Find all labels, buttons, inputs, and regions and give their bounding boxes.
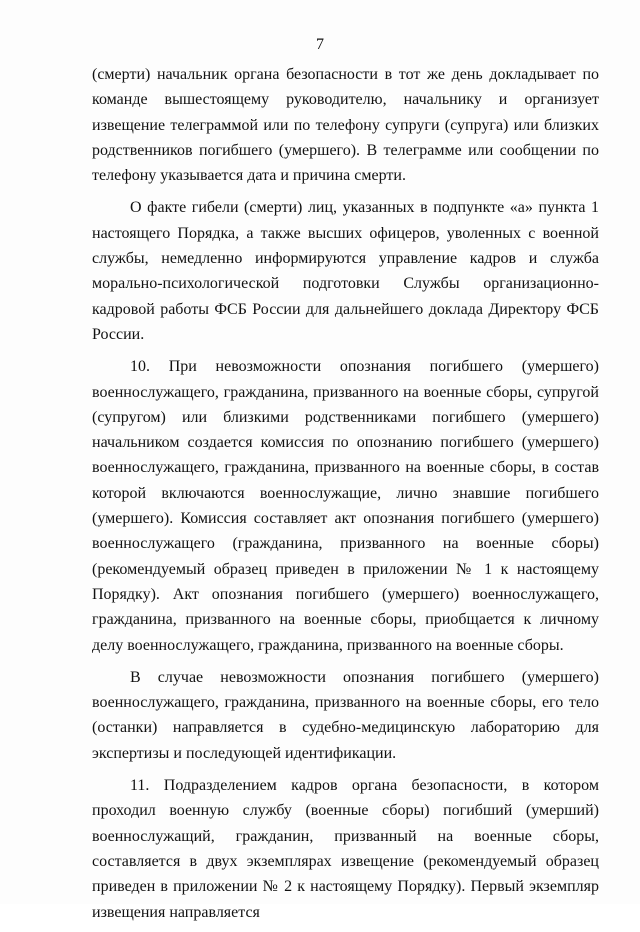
paragraph-continuation: (смерти) начальник органа безопасности в тот же день докладывает по команде вышестоящему руководителю, начальнику и организует извещение телеграммой или по телефону супруги (супруга) или близких родственников погибшего (умершего). В телеграмме или сообщении по телефону указывается дата и причина смерти. xyxy=(92,66,599,185)
paragraph-notification: О факте гибели (смерти) лиц, указанных в подпункте «а» пункта 1 настоящего Порядка, а также высших офицеров, уволенных с военной службы, немедленно информируются управление кадров и служба морально-психологической подготовки Службы организационно-кадровой работы ФСБ России для дальнейшего доклада Директору ФСБ России. xyxy=(92,199,599,343)
document-body xyxy=(92,62,599,932)
paragraph-item-11: 11. Подразделением кадров органа безопасности, в котором проходил военную службу (военные сборы) погибший (умерший) военнослужащий, гражданин, призванный на военные сборы, составляется в двух экземплярах извещение (рекомендуемый образец приведен в приложении № 2 к настоящему Порядку). Первый экземпляр извещения направляется xyxy=(92,777,599,921)
paragraph-identification: В случае невозможности опознания погибшего (умершего) военнослужащего, гражданина, призванного на военные сборы, его тело (останки) направляется в судебно-медицинскую лабораторию для экспертизы и последующей идентификации. xyxy=(92,668,599,762)
page-number: 7 xyxy=(316,36,324,53)
paragraph-item-10: 10. При невозможности опознания погибшего (умершего) военнослужащего, гражданина, призванного на военные сборы, супругой (супругом) или близкими родственниками погибшего (умершего) начальником создается комиссия по опознанию погибшего (умершего) военнослужащего, гражданина, призванного на военные сборы, в состав которой включаются военнослужащие, лично знавшие погибшего (умершего). Комиссия составляет акт опознания погибшего (умершего) военнослужащего (гражданина, призванного на военные сборы) (рекомендуемый образец приведен в приложении № 1 к настоящему Порядку). Акт опознания погибшего (умершего) военнослужащего, гражданина, призванного на военные сборы, приобщается к личному делу военнослужащего, гражданина, призванного на военные сборы. xyxy=(92,358,599,654)
